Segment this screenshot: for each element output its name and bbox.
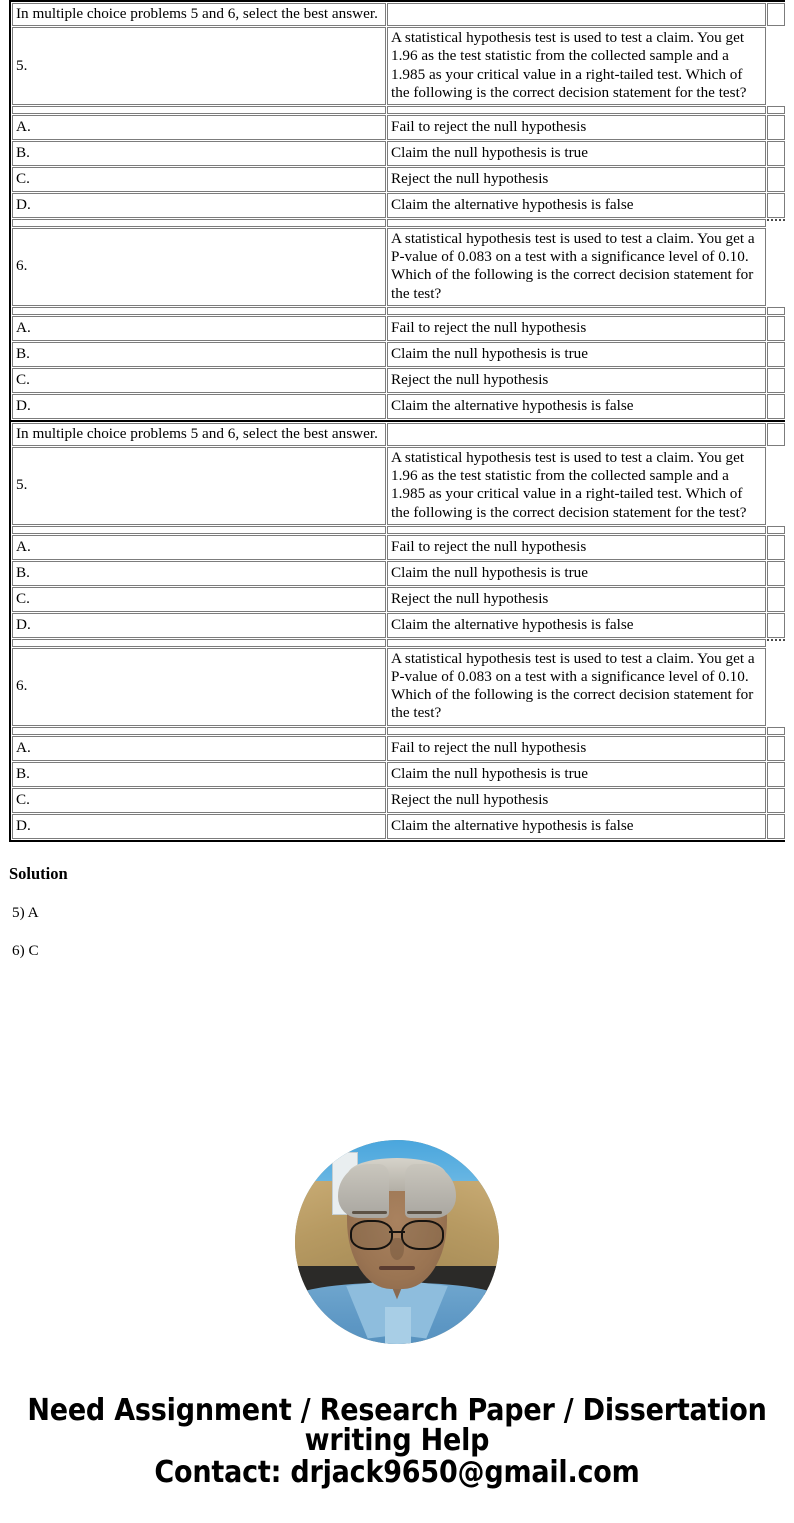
promo-line-1: Need Assignment / Research Paper / Dissertation xyxy=(27,1393,767,1428)
option-row[interactable] xyxy=(12,167,785,192)
option-row[interactable] xyxy=(12,788,785,813)
solution-answer-5: 5) A xyxy=(12,903,39,921)
option-row[interactable] xyxy=(12,368,785,393)
option-label: Reject the null hypothesis xyxy=(387,368,766,393)
option-group-separator xyxy=(12,307,785,315)
row-gutter xyxy=(767,394,785,419)
option-label: Claim the alternative hypothesis is false xyxy=(387,613,766,638)
option-label: Claim the null hypothesis is true xyxy=(387,762,766,787)
option-label: Fail to reject the null hypothesis xyxy=(387,316,766,341)
option-row[interactable] xyxy=(12,316,785,341)
question-block-2 xyxy=(9,420,785,842)
option-label: Claim the null hypothesis is true xyxy=(387,141,766,166)
option-row[interactable] xyxy=(12,193,785,218)
solution-section xyxy=(0,864,794,960)
question-row-6 xyxy=(12,648,785,726)
row-gutter xyxy=(767,613,785,638)
option-label: Reject the null hypothesis xyxy=(387,167,766,192)
option-row[interactable] xyxy=(12,587,785,612)
row-gutter xyxy=(767,736,785,761)
option-row[interactable] xyxy=(12,141,785,166)
option-letter: A. xyxy=(12,736,386,761)
row-gutter xyxy=(767,167,785,192)
instruction-blank-cell xyxy=(387,3,766,26)
option-group-separator xyxy=(12,727,785,735)
instruction-text: In multiple choice problems 5 and 6, select the best answer. xyxy=(12,3,386,26)
question-row-5 xyxy=(12,27,785,105)
photo-eyebrow-right xyxy=(407,1211,442,1214)
option-row[interactable] xyxy=(12,736,785,761)
profile-photo xyxy=(295,1140,499,1344)
photo-mouth xyxy=(379,1266,416,1270)
option-group-separator xyxy=(12,526,785,534)
eyeglasses-bridge xyxy=(389,1231,405,1234)
row-gutter xyxy=(767,193,785,218)
row-gutter xyxy=(767,788,785,813)
question-table-2 xyxy=(11,422,786,840)
promo-line-2: writing Help xyxy=(304,1423,490,1458)
question-text-6: A statistical hypothesis test is used to test a claim. You get a P-value of 0.083 on a test with a significance level of 0.10. Which of the following is the correct decision statement for the test? xyxy=(387,648,766,726)
solution-heading: Solution xyxy=(9,863,68,883)
question-row-6 xyxy=(12,228,785,306)
option-label: Fail to reject the null hypothesis xyxy=(387,736,766,761)
row-gutter xyxy=(767,447,785,525)
solution-answer-6: 6) C xyxy=(12,941,39,959)
instruction-row xyxy=(12,3,785,26)
row-gutter xyxy=(767,648,785,726)
option-row[interactable] xyxy=(12,561,785,586)
option-label: Claim the null hypothesis is true xyxy=(387,342,766,367)
option-letter: B. xyxy=(12,561,386,586)
promo-footer xyxy=(0,1140,794,1488)
option-row[interactable] xyxy=(12,613,785,638)
option-letter: A. xyxy=(12,316,386,341)
instruction-blank-cell xyxy=(387,423,766,446)
question-text-5: A statistical hypothesis test is used to test a claim. You get 1.96 as the test statistic from the collected sample and a 1.985 as your critical value in a right-tailed test. Which of the following is the correct decision statement for the test? xyxy=(387,27,766,105)
option-row[interactable] xyxy=(12,342,785,367)
option-label: Reject the null hypothesis xyxy=(387,788,766,813)
option-label: Claim the null hypothesis is true xyxy=(387,561,766,586)
row-gutter xyxy=(767,141,785,166)
row-gutter xyxy=(767,762,785,787)
option-letter: D. xyxy=(12,394,386,419)
option-label: Claim the alternative hypothesis is false xyxy=(387,814,766,839)
question-table-1 xyxy=(11,2,786,420)
option-group-separator xyxy=(12,639,785,647)
option-row[interactable] xyxy=(12,115,785,140)
option-letter: D. xyxy=(12,613,386,638)
option-row[interactable] xyxy=(12,762,785,787)
option-row[interactable] xyxy=(12,814,785,839)
eyeglasses-icon xyxy=(350,1220,393,1251)
photo-eyebrow-left xyxy=(352,1211,387,1214)
promo-text-block xyxy=(0,1393,794,1490)
dotted-divider xyxy=(767,639,785,647)
option-letter: C. xyxy=(12,788,386,813)
question-number-6: 6. xyxy=(12,228,386,306)
dotted-divider xyxy=(767,219,785,227)
option-letter: D. xyxy=(12,193,386,218)
option-row[interactable] xyxy=(12,394,785,419)
question-number-6: 6. xyxy=(12,648,386,726)
row-gutter xyxy=(767,115,785,140)
option-letter: B. xyxy=(12,141,386,166)
question-row-5 xyxy=(12,447,785,525)
option-letter: B. xyxy=(12,762,386,787)
option-letter: C. xyxy=(12,167,386,192)
option-label: Fail to reject the null hypothesis xyxy=(387,535,766,560)
option-letter: D. xyxy=(12,814,386,839)
option-letter: B. xyxy=(12,342,386,367)
row-gutter xyxy=(767,27,785,105)
row-gutter xyxy=(767,535,785,560)
row-gutter xyxy=(767,561,785,586)
question-block-1 xyxy=(9,0,785,420)
option-letter: A. xyxy=(12,535,386,560)
option-letter: A. xyxy=(12,115,386,140)
row-gutter xyxy=(767,423,785,446)
option-label: Fail to reject the null hypothesis xyxy=(387,115,766,140)
row-gutter xyxy=(767,228,785,306)
row-gutter xyxy=(767,342,785,367)
option-letter: C. xyxy=(12,368,386,393)
option-row[interactable] xyxy=(12,535,785,560)
row-gutter xyxy=(767,587,785,612)
question-number-5: 5. xyxy=(12,447,386,525)
option-letter: C. xyxy=(12,587,386,612)
option-group-separator xyxy=(12,106,785,114)
option-label: Claim the alternative hypothesis is false xyxy=(387,394,766,419)
promo-line-3: Contact: drjack9650@gmail.com xyxy=(154,1455,640,1490)
row-gutter xyxy=(767,316,785,341)
eyeglasses-icon xyxy=(401,1220,444,1251)
row-gutter xyxy=(767,368,785,393)
question-text-5: A statistical hypothesis test is used to test a claim. You get 1.96 as the test statistic from the collected sample and a 1.985 as your critical value in a right-tailed test. Which of the following is the correct decision statement for the test? xyxy=(387,447,766,525)
question-text-6: A statistical hypothesis test is used to test a claim. You get a P-value of 0.083 on a test with a significance level of 0.10. Which of the following is the correct decision statement for the test? xyxy=(387,228,766,306)
option-label: Claim the alternative hypothesis is false xyxy=(387,193,766,218)
option-group-separator xyxy=(12,219,785,227)
photo-tie xyxy=(385,1307,412,1344)
row-gutter xyxy=(767,814,785,839)
instruction-row xyxy=(12,423,785,446)
instruction-text: In multiple choice problems 5 and 6, select the best answer. xyxy=(12,423,386,446)
question-number-5: 5. xyxy=(12,27,386,105)
row-gutter xyxy=(767,3,785,26)
option-label: Reject the null hypothesis xyxy=(387,587,766,612)
